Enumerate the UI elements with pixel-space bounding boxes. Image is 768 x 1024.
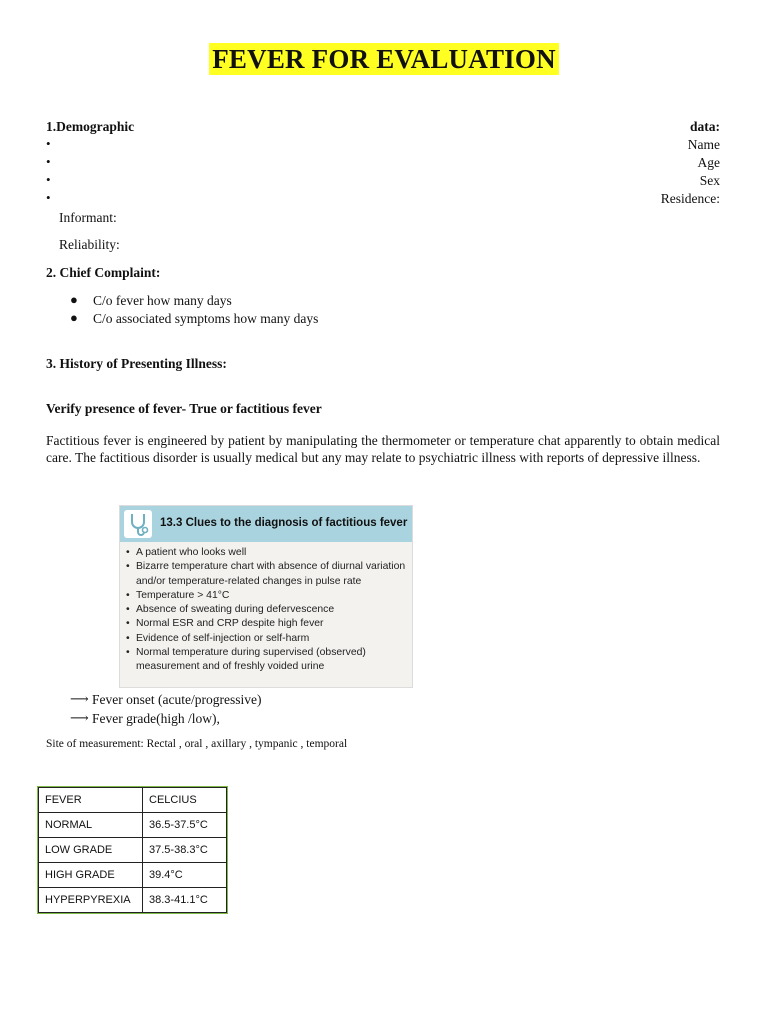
demographic-item-residence: Residence:	[660, 191, 720, 206]
demographic-item-name: Name	[687, 137, 720, 152]
informant-label: Informant:	[59, 210, 117, 225]
reliability-label: Reliability:	[59, 237, 120, 252]
figure-header	[120, 506, 412, 542]
figure-clue-list	[126, 546, 408, 675]
factitious-fever-clues-figure	[119, 505, 413, 688]
table-row	[39, 888, 227, 913]
figure-clue-item: • Absence of sweating during defervescence	[126, 603, 408, 617]
table-cell: 37.5-38.3°C	[143, 838, 227, 863]
figure-title: 13.3 Clues to the diagnosis of factitious fever	[160, 517, 408, 529]
demographic-bullet: •	[46, 172, 51, 187]
demographic-item-age: Age	[697, 155, 720, 170]
fever-onset-item: Fever onset (acute/progressive)	[92, 692, 262, 707]
table-cell: 36.5-37.5°C	[143, 813, 227, 838]
fever-grade-item: Fever grade(high /low),	[92, 711, 220, 726]
stethoscope-icon	[124, 510, 152, 538]
chief-complaint-bullet: ●	[70, 292, 78, 307]
hpi-subheading: Verify presence of fever- True or factitious fever	[46, 401, 322, 416]
arrow-icon: ⟶	[70, 691, 89, 706]
table-header-cell: CELCIUS	[143, 788, 227, 813]
figure-clue-item: • Temperature > 41°C	[126, 589, 408, 603]
table-cell: HYPERPYREXIA	[39, 888, 143, 913]
table-header-row	[39, 788, 227, 813]
figure-clue-item: • Bizarre temperature chart with absence of diurnal variation and/or temperature-related changes in pulse rate	[126, 560, 408, 589]
demographic-bullet: •	[46, 190, 51, 205]
figure-clue-item: • Evidence of self-injection or self-harm	[126, 632, 408, 646]
table-cell: 38.3-41.1°C	[143, 888, 227, 913]
arrow-icon: ⟶	[70, 710, 89, 725]
table-cell: 39.4°C	[143, 863, 227, 888]
demographic-heading: 1.Demographic	[46, 119, 135, 134]
demographic-heading-data: data:	[690, 119, 720, 134]
chief-complaint-item: C/o fever how many days	[93, 293, 232, 308]
table-row	[39, 838, 227, 863]
table-header-cell: FEVER	[39, 788, 143, 813]
figure-clue-item: • Normal temperature during supervised (observed) measurement and of freshly voided urine	[126, 646, 408, 675]
fever-grade-table	[38, 787, 227, 913]
factitious-fever-paragraph: Factitious fever is engineered by patient by manipulating the thermometer or temperature chat apparently to obtain medical care. The factitious disorder is usually medical but any may relate to psychiatric illness with reports of depressive illness.	[46, 433, 720, 465]
table-row	[39, 813, 227, 838]
figure-clue-item: • A patient who looks well	[126, 546, 408, 560]
site-of-measurement: Site of measurement: Rectal , oral , axillary , tympanic , temporal	[46, 738, 348, 750]
chief-complaint-item: C/o associated symptoms how many days	[93, 311, 319, 326]
chief-complaint-bullet: ●	[70, 310, 78, 325]
chief-complaint-heading: 2. Chief Complaint:	[46, 265, 161, 280]
demographic-bullet: •	[46, 136, 51, 151]
table-row	[39, 863, 227, 888]
table-cell: NORMAL	[39, 813, 143, 838]
demographic-bullet: •	[46, 154, 51, 169]
title-text: FEVER FOR EVALUATION	[209, 43, 559, 75]
figure-clue-item: • Normal ESR and CRP despite high fever	[126, 617, 408, 631]
demographic-item-sex: Sex	[699, 173, 720, 188]
document-title	[0, 44, 768, 75]
table-cell: LOW GRADE	[39, 838, 143, 863]
table-cell: HIGH GRADE	[39, 863, 143, 888]
hpi-heading: 3. History of Presenting Illness:	[46, 356, 227, 371]
